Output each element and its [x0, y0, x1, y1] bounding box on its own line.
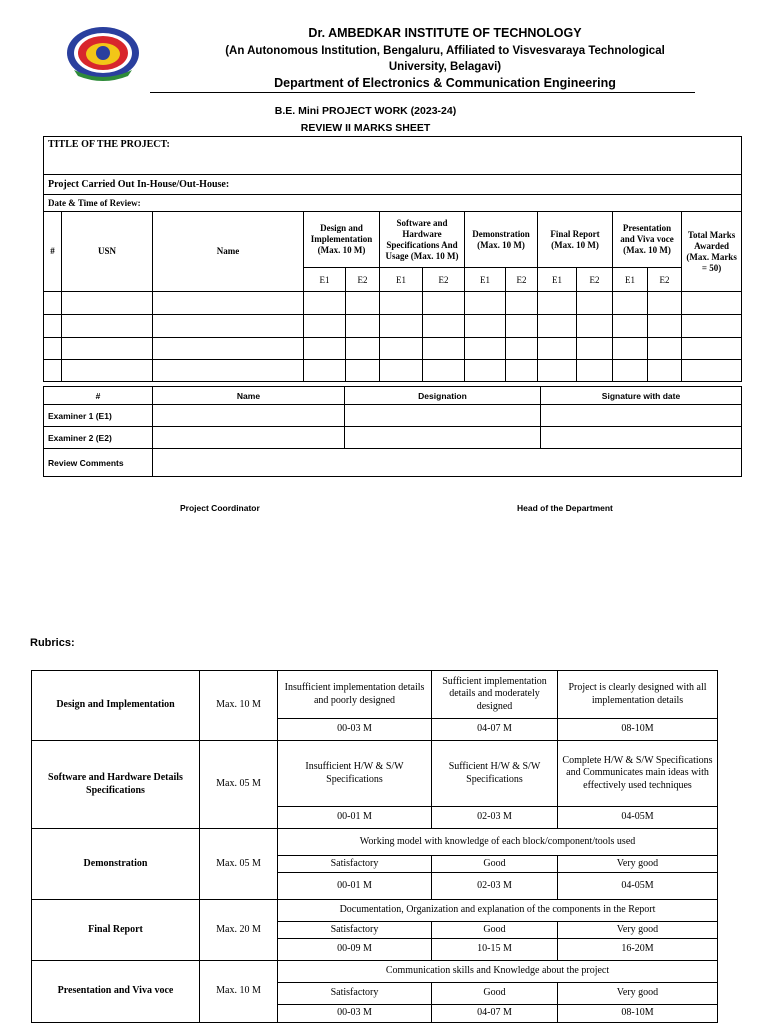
review-comments-label: Review Comments — [44, 449, 153, 477]
examiner-col-number: # — [44, 387, 153, 405]
rubric-report-max: Max. 20 M — [200, 900, 278, 961]
rubric-presentation-range-3: 08-10M — [558, 1005, 718, 1023]
demo-e2-header: E2 — [506, 268, 538, 292]
student-row — [44, 360, 742, 382]
program-title: B.E. Mini PROJECT WORK (2023-24) — [274, 105, 457, 117]
institute-name: Dr. AMBEDKAR INSTITUTE OF TECHNOLOGY — [308, 26, 582, 40]
col-header-design: Design and Implementation (Max. 10 M) — [304, 212, 380, 268]
marks-sheet-table — [43, 136, 742, 382]
examiner-2-label: Examiner 2 (E2) — [44, 427, 153, 449]
rubric-software-range-2: 02-03 M — [432, 807, 558, 829]
rubric-presentation-range-1: 00-03 M — [278, 1005, 432, 1023]
rubric-report-label: Final Report — [32, 900, 200, 961]
examiner-2-name-cell[interactable] — [153, 427, 345, 449]
rubric-demo-description: Working model with knowledge of each block/component/tools used — [278, 829, 718, 856]
rubric-demo-grade-1: Satisfactory — [278, 856, 432, 873]
rubric-report-range-2: 10-15 M — [432, 939, 558, 961]
rubric-demo-label: Demonstration — [32, 829, 200, 900]
student-row — [44, 338, 742, 360]
presentation-e1-header: E1 — [613, 268, 648, 292]
header-divider — [150, 92, 695, 93]
rubric-presentation-max: Max. 10 M — [200, 961, 278, 1023]
demo-e1-header: E1 — [465, 268, 506, 292]
design-e1-header: E1 — [304, 268, 346, 292]
hod-label: Head of the Department — [517, 503, 613, 513]
rubric-demo-range-3: 04-05M — [558, 873, 718, 900]
rubric-design-label: Design and Implementation — [32, 671, 200, 741]
report-e1-header: E1 — [538, 268, 577, 292]
software-e2-header: E2 — [423, 268, 465, 292]
rubric-design-criteria-1: Insufficient implementation details and poorly designed — [278, 671, 432, 719]
col-header-software: Software and Hardware Specifications And Usage (Max. 10 M) — [380, 212, 465, 268]
rubrics-table — [31, 670, 718, 1023]
rubric-presentation-grade-1: Satisfactory — [278, 983, 432, 1005]
rubric-presentation-grade-2: Good — [432, 983, 558, 1005]
examiner-col-designation: Designation — [345, 387, 541, 405]
rubric-software-range-3: 04-05M — [558, 807, 718, 829]
student-row — [44, 292, 742, 315]
col-header-number: # — [44, 212, 62, 292]
col-header-usn: USN — [62, 212, 153, 292]
software-e1-header: E1 — [380, 268, 423, 292]
design-e2-header: E2 — [346, 268, 380, 292]
rubrics-title: Rubrics: — [30, 637, 75, 649]
examiner-2-designation-cell[interactable] — [345, 427, 541, 449]
rubric-design-max: Max. 10 M — [200, 671, 278, 741]
examiners-table — [43, 386, 742, 477]
rubric-demo-range-1: 00-01 M — [278, 873, 432, 900]
project-coordinator-label: Project Coordinator — [180, 503, 260, 513]
col-header-name: Name — [153, 212, 304, 292]
rubric-report-description: Documentation, Organization and explanation of the components in the Report — [278, 900, 718, 922]
examiner-2-signature-cell[interactable] — [541, 427, 742, 449]
rubric-design-criteria-3: Project is clearly designed with all implementation details — [558, 671, 718, 719]
presentation-e2-header: E2 — [648, 268, 682, 292]
examiner-1-designation-cell[interactable] — [345, 405, 541, 427]
department-name: Department of Electronics & Communication Engineering — [274, 76, 616, 90]
rubric-software-range-1: 00-01 M — [278, 807, 432, 829]
examiner-1-label: Examiner 1 (E1) — [44, 405, 153, 427]
sheet-title: REVIEW II MARKS SHEET — [300, 122, 431, 134]
rubric-report-grade-2: Good — [432, 922, 558, 939]
student-row — [44, 315, 742, 338]
rubric-design-criteria-2: Sufficient implementation details and moderately designed — [432, 671, 558, 719]
examiner-col-signature: Signature with date — [541, 387, 742, 405]
col-header-total: Total Marks Awarded (Max. Marks = 50) — [682, 212, 742, 292]
review-date-field: Date & Time of Review: — [44, 195, 742, 212]
rubric-presentation-grade-3: Very good — [558, 983, 718, 1005]
rubric-design-range-2: 04-07 M — [432, 719, 558, 741]
project-title-field: TITLE OF THE PROJECT: — [44, 137, 742, 175]
rubric-software-max: Max. 05 M — [200, 741, 278, 829]
rubric-software-criteria-1: Insufficient H/W & S/W Specifications — [278, 741, 432, 807]
report-e2-header: E2 — [577, 268, 613, 292]
rubric-demo-grade-2: Good — [432, 856, 558, 873]
col-header-report: Final Report (Max. 10 M) — [538, 212, 613, 268]
rubric-report-grade-3: Very good — [558, 922, 718, 939]
project-location-field: Project Carried Out In-House/Out-House: — [44, 175, 742, 195]
examiner-1-name-cell[interactable] — [153, 405, 345, 427]
examiner-col-name: Name — [153, 387, 345, 405]
rubric-demo-max: Max. 05 M — [200, 829, 278, 900]
institute-affiliation — [150, 43, 740, 75]
rubric-design-range-1: 00-03 M — [278, 719, 432, 741]
rubric-presentation-range-2: 04-07 M — [432, 1005, 558, 1023]
review-comments-cell[interactable] — [153, 449, 742, 477]
rubric-demo-grade-3: Very good — [558, 856, 718, 873]
rubric-report-range-1: 00-09 M — [278, 939, 432, 961]
rubric-software-criteria-3: Complete H/W & S/W Specifications and Communicates main ideas with effectively used techniques — [558, 741, 718, 807]
affiliation-line-1: (An Autonomous Institution, Bengaluru, Affiliated to Visvesvaraya Technological — [225, 45, 665, 57]
rubric-presentation-description: Communication skills and Knowledge about the project — [278, 961, 718, 983]
rubric-software-criteria-2: Sufficient H/W & S/W Specifications — [432, 741, 558, 807]
rubric-demo-range-2: 02-03 M — [432, 873, 558, 900]
affiliation-line-2: University, Belagavi) — [388, 61, 502, 73]
rubric-report-range-3: 16-20M — [558, 939, 718, 961]
institute-logo-icon — [66, 26, 140, 86]
rubric-presentation-label: Presentation and Viva voce — [32, 961, 200, 1023]
rubric-software-label: Software and Hardware Details Specifications — [32, 741, 200, 829]
rubric-report-grade-1: Satisfactory — [278, 922, 432, 939]
col-header-presentation: Presentation and Viva voce (Max. 10 M) — [613, 212, 682, 268]
col-header-demonstration: Demonstration (Max. 10 M) — [465, 212, 538, 268]
examiner-1-signature-cell[interactable] — [541, 405, 742, 427]
rubric-design-range-3: 08-10M — [558, 719, 718, 741]
